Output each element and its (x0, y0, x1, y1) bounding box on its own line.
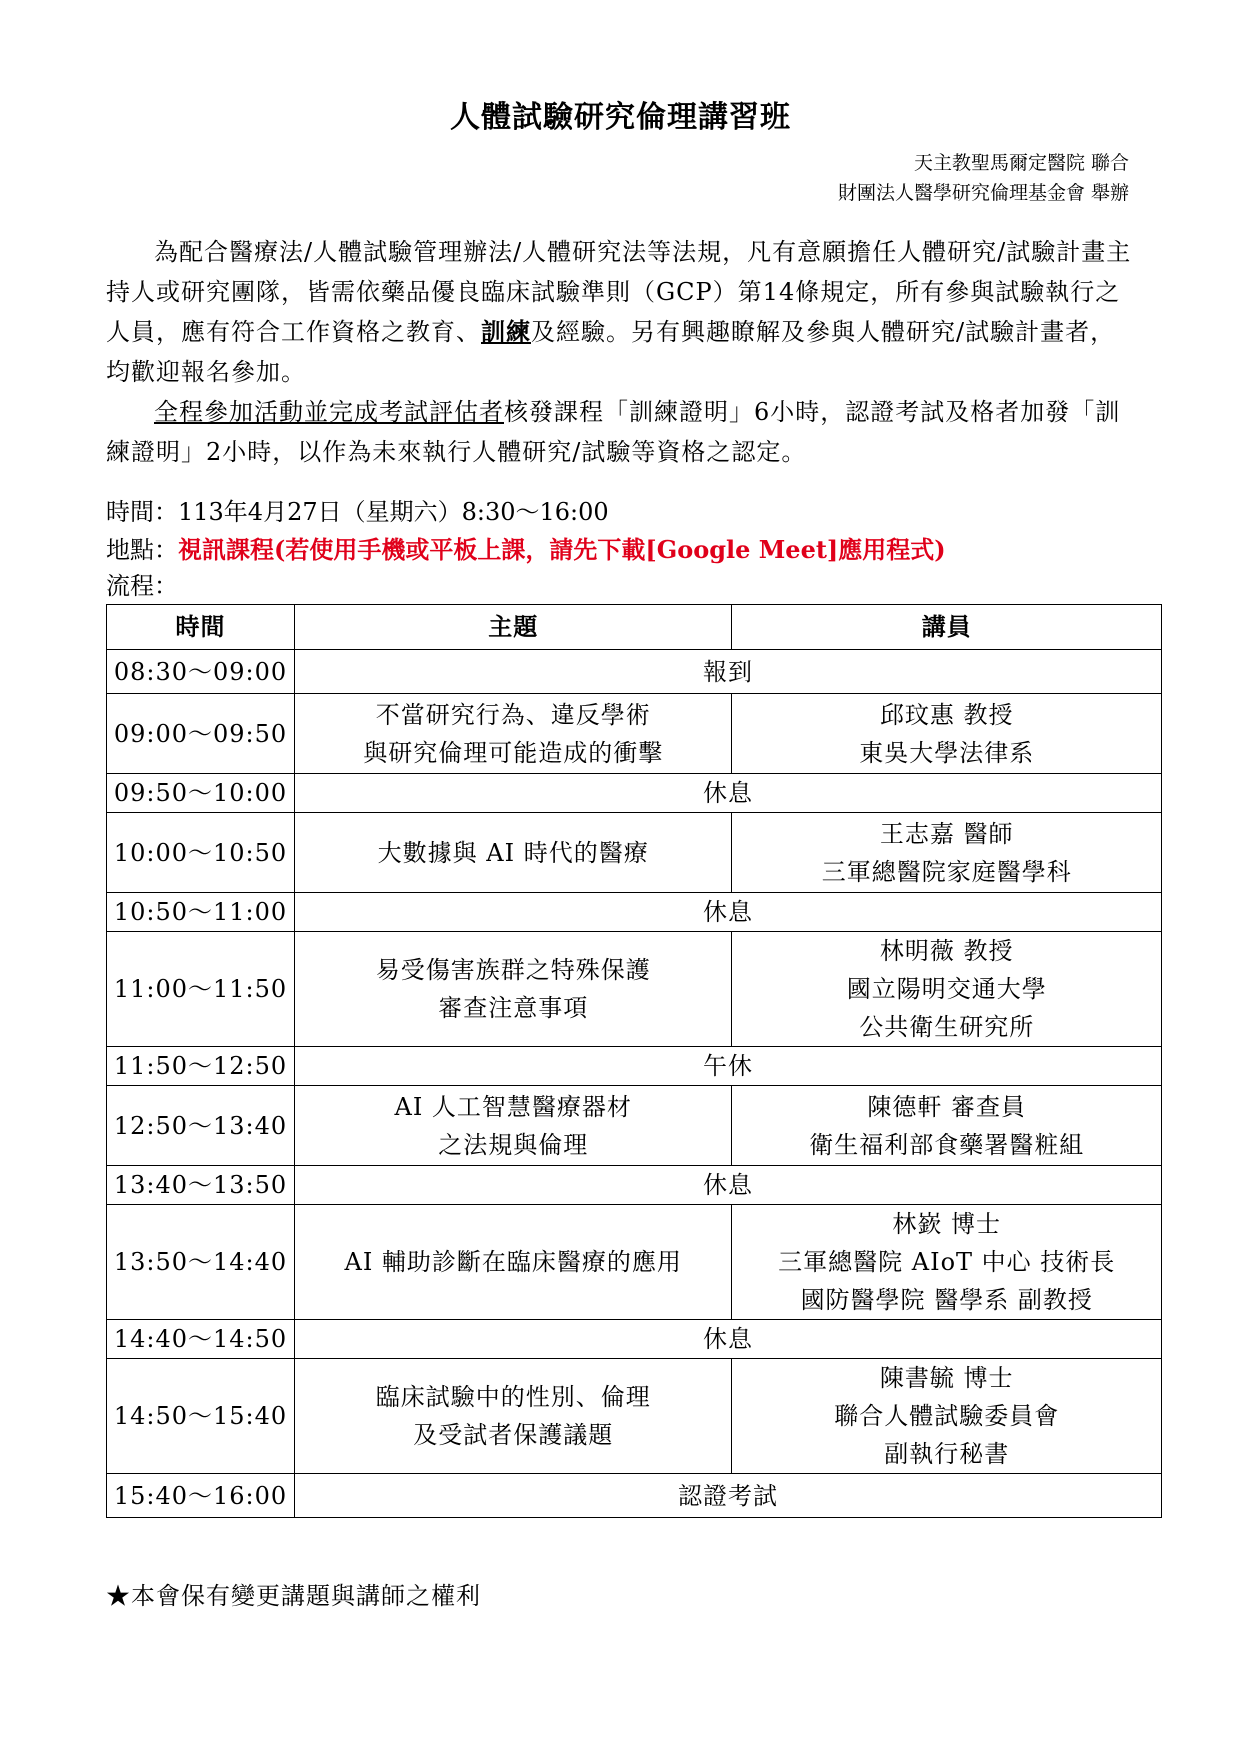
row-time: 14:40～14:50 (107, 1320, 295, 1359)
speaker-line: 國防醫學院 醫學系 副教授 (800, 1286, 1093, 1314)
row-time: 11:50～12:50 (107, 1047, 295, 1086)
time-value: 113年4月27日（星期六）8:30～16:00 (178, 498, 609, 526)
speaker-line: 三軍總醫院家庭醫學科 (821, 857, 1072, 886)
row-time: 15:40～16:00 (107, 1474, 295, 1518)
topic-line: 臨床試驗中的性別、倫理 (375, 1383, 651, 1411)
speaker-line: 邱玟惠 教授 (879, 700, 1014, 729)
table-row (107, 1359, 1162, 1474)
organizer-line: 天主教聖馬爾定醫院 聯合 (913, 152, 1129, 174)
row-time: 10:50～11:00 (107, 893, 295, 932)
speaker-line: 聯合人體試驗委員會 (834, 1402, 1060, 1430)
table-row (107, 1205, 1162, 1320)
table-row (107, 1047, 1162, 1086)
table-row (107, 813, 1162, 893)
speaker-line: 國立陽明交通大學 (846, 975, 1047, 1003)
row-merged-activity: 休息 (295, 1320, 1162, 1359)
row-time: 11:00～11:50 (107, 932, 295, 1047)
header-time: 時間 (107, 605, 295, 650)
topic-line: 與研究倫理可能造成的衝擊 (363, 738, 664, 767)
table-row (107, 694, 1162, 774)
schedule-body (107, 650, 1162, 1518)
speaker-line: 東吳大學法律系 (859, 738, 1035, 767)
table-row (107, 1086, 1162, 1166)
table-header-row (107, 605, 1162, 650)
event-time (106, 494, 609, 530)
row-time: 13:50～14:40 (107, 1205, 295, 1320)
row-time: 09:00～09:50 (107, 694, 295, 774)
row-speaker (732, 1086, 1162, 1166)
row-merged-activity: 休息 (295, 1166, 1162, 1205)
row-time: 12:50～13:40 (107, 1086, 295, 1166)
row-speaker (732, 932, 1162, 1047)
place-value: 視訊課程(若使用手機或平板上課，請先下載[Google Meet]應用程式) (178, 535, 946, 564)
speaker-line: 公共衛生研究所 (859, 1013, 1035, 1041)
speaker-line: 林嶔 博士 (892, 1210, 1002, 1238)
intro-underlined: 全程參加活動並完成考試評估者 (154, 398, 504, 426)
table-row (107, 932, 1162, 1047)
header-speaker: 講員 (732, 605, 1162, 650)
intro-text-segment: 及經驗。另有興趣瞭解及參與人體研究/試驗計畫者，均歡迎報名參加。 (106, 318, 1116, 386)
speaker-line: 三軍總醫院 AIoT 中心 技術長 (778, 1248, 1116, 1276)
header-topic: 主題 (295, 605, 732, 650)
topic-line: AI 輔助診斷在臨床醫療的應用 (344, 1248, 682, 1276)
topic-line: 大數據與 AI 時代的醫療 (377, 838, 649, 867)
row-speaker (732, 1205, 1162, 1320)
topic-line: 易受傷害族群之特殊保護 (375, 956, 651, 984)
row-time: 08:30～09:00 (107, 650, 295, 694)
row-time: 09:50～10:00 (107, 774, 295, 813)
topic-line: AI 人工智慧醫療器材 (394, 1092, 632, 1121)
topic-line: 及受試者保護議題 (413, 1421, 614, 1449)
row-speaker (732, 694, 1162, 774)
intro-paragraph-2 (106, 392, 1136, 472)
speaker-line: 陳德軒 審查員 (867, 1092, 1027, 1121)
row-time: 13:40～13:50 (107, 1166, 295, 1205)
table-row (107, 650, 1162, 694)
row-topic (295, 932, 732, 1047)
row-merged-activity: 休息 (295, 774, 1162, 813)
row-topic (295, 1205, 732, 1320)
speaker-line: 副執行秘書 (884, 1440, 1010, 1468)
intro-emphasis: 訓練 (481, 317, 531, 346)
speaker-line: 衛生福利部食藥署醫粧組 (809, 1130, 1085, 1159)
intro-text (106, 232, 1136, 472)
event-place (106, 532, 946, 568)
topic-line: 審查注意事項 (438, 994, 589, 1022)
intro-paragraph-1 (106, 232, 1136, 392)
page-title: 人體試驗研究倫理講習班 (450, 100, 791, 135)
organizers (838, 148, 1129, 208)
row-merged-activity: 報到 (295, 650, 1162, 694)
flow-label: 流程： (106, 572, 178, 600)
row-time: 10:00～10:50 (107, 813, 295, 893)
row-merged-activity: 休息 (295, 893, 1162, 932)
table-row (107, 1166, 1162, 1205)
row-merged-activity: 認證考試 (295, 1474, 1162, 1518)
row-time: 14:50～15:40 (107, 1359, 295, 1474)
row-speaker (732, 813, 1162, 893)
footer-note: ★本會保有變更講題與講師之權利 (106, 1582, 481, 1610)
intro-text-segment: 核發課程「訓練證明」6小時，認證考試及格者加發「訓練證明」2小時，以作為未來執行人體研究/試驗等資格之認定。 (106, 398, 1121, 466)
table-row (107, 893, 1162, 932)
table-row (107, 1320, 1162, 1359)
topic-line: 不當研究行為、違反學術 (375, 700, 651, 729)
speaker-line: 林明薇 教授 (879, 937, 1014, 965)
row-speaker (732, 1359, 1162, 1474)
schedule-table (106, 604, 1162, 1518)
row-topic (295, 694, 732, 774)
speaker-line: 王志嘉 醫師 (879, 819, 1014, 848)
organizer-line: 財團法人醫學研究倫理基金會 舉辦 (837, 182, 1129, 204)
topic-line: 之法規與倫理 (438, 1130, 589, 1159)
table-row (107, 774, 1162, 813)
speaker-line: 陳書毓 博士 (879, 1364, 1014, 1392)
intro-text-segment: 為配合醫療法/人體試驗管理辦法/人體研究法等法規，凡有意願擔任人體研究/試驗計畫主持人或研究團隊，皆需依藥品優良臨床試驗準則（GCP）第14條規定，所有參與試驗執行之人員，應有符合工作資格之教育、 (106, 238, 1132, 346)
time-label: 時間： (106, 498, 178, 526)
row-merged-activity: 午休 (295, 1047, 1162, 1086)
row-topic (295, 1086, 732, 1166)
row-topic (295, 813, 732, 893)
row-topic (295, 1359, 732, 1474)
table-row (107, 1474, 1162, 1518)
place-label: 地點： (106, 536, 178, 564)
